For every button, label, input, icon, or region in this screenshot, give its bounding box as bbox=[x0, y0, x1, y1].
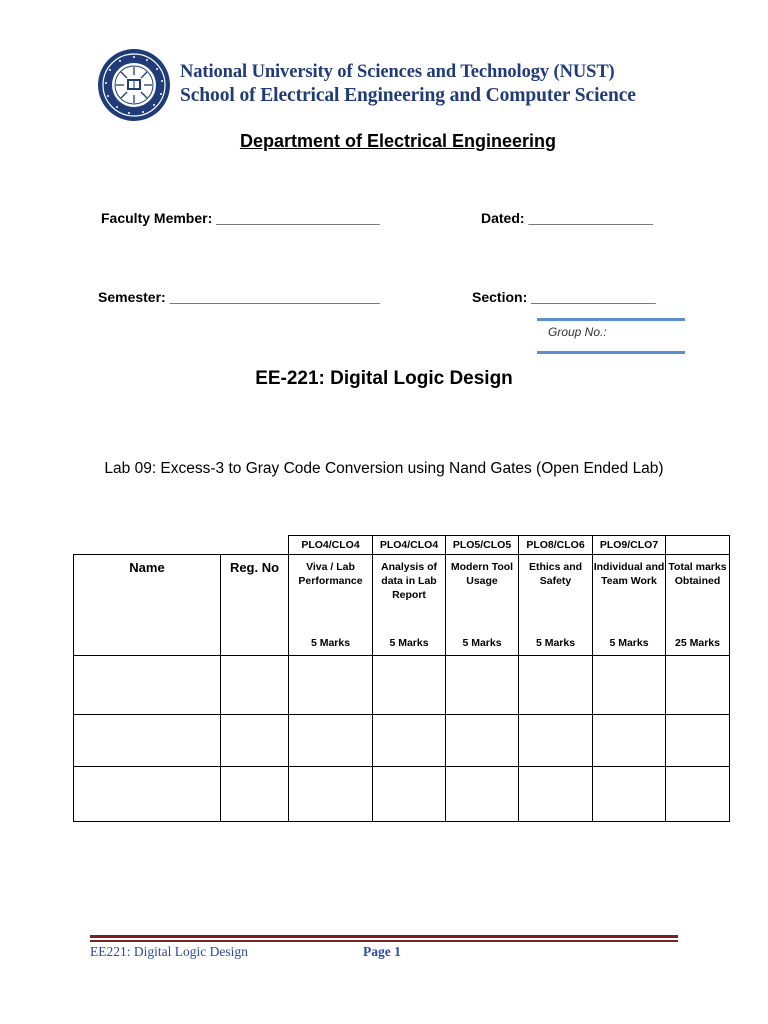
table-cell[interactable] bbox=[666, 767, 730, 822]
table-cell[interactable] bbox=[593, 656, 666, 715]
table-cell[interactable] bbox=[446, 715, 519, 767]
criterion-label: Modern Tool Usage bbox=[450, 561, 514, 587]
criterion-label: Analysis of data in Lab Report bbox=[380, 561, 438, 601]
criterion-marks: 5 Marks bbox=[310, 637, 351, 649]
table-row bbox=[74, 715, 730, 767]
criterion-label: Total marks Obtained bbox=[668, 561, 727, 587]
table-cell[interactable] bbox=[446, 767, 519, 822]
course-title: EE-221: Digital Logic Design bbox=[255, 368, 513, 389]
table-cell[interactable] bbox=[373, 656, 446, 715]
plo-header: PLO8/CLO6 bbox=[519, 536, 593, 555]
group-box-top-border bbox=[537, 318, 685, 321]
plo-header: PLO5/CLO5 bbox=[446, 536, 519, 555]
criterion-marks: 5 Marks bbox=[609, 637, 649, 649]
plo-row bbox=[74, 536, 730, 555]
table-cell[interactable] bbox=[289, 656, 373, 715]
footer-course: EE221: Digital Logic Design bbox=[90, 944, 248, 959]
table-cell[interactable] bbox=[74, 656, 221, 715]
plo-header: PLO4/CLO4 bbox=[289, 536, 373, 555]
footer-page-number: Page 1 bbox=[363, 944, 401, 959]
criterion-label: Ethics and Safety bbox=[528, 561, 583, 587]
department-title: Department of Electrical Engineering bbox=[239, 131, 557, 151]
table-cell[interactable] bbox=[519, 656, 593, 715]
criteria-header-row bbox=[74, 555, 730, 656]
nust-logo-icon bbox=[97, 48, 171, 122]
school-name: School of Electrical Engineering and Computer Science bbox=[180, 85, 636, 106]
criterion-label: Viva / Lab Performance bbox=[298, 561, 363, 587]
footer-rule-thin bbox=[90, 940, 678, 942]
table-cell[interactable] bbox=[74, 715, 221, 767]
table-cell[interactable] bbox=[446, 656, 519, 715]
section-field[interactable]: Section: ________________ bbox=[472, 289, 656, 305]
table-row bbox=[74, 656, 730, 715]
table-cell[interactable] bbox=[519, 767, 593, 822]
table-cell[interactable] bbox=[593, 767, 666, 822]
group-box-bottom-border bbox=[537, 351, 685, 354]
name-column-header: Name bbox=[129, 560, 165, 575]
faculty-member-field[interactable]: Faculty Member: _____________________ bbox=[101, 210, 380, 226]
university-name: National University of Sciences and Technology (NUST) bbox=[180, 62, 615, 82]
table-cell[interactable] bbox=[221, 767, 289, 822]
semester-field[interactable]: Semester: ___________________________ bbox=[98, 289, 380, 305]
criterion-marks: 25 Marks bbox=[675, 637, 720, 649]
table-cell[interactable] bbox=[221, 656, 289, 715]
reg-no-column-header: Reg. No bbox=[229, 560, 280, 575]
dated-field[interactable]: Dated: ________________ bbox=[481, 210, 654, 226]
criterion-label: Individual and Team Work bbox=[593, 561, 665, 587]
footer-rule bbox=[90, 935, 678, 938]
table-cell[interactable] bbox=[666, 715, 730, 767]
table-cell[interactable] bbox=[373, 767, 446, 822]
table-cell[interactable] bbox=[289, 767, 373, 822]
table-cell[interactable] bbox=[373, 715, 446, 767]
marks-table bbox=[73, 535, 730, 822]
plo-header: PLO9/CLO7 bbox=[593, 536, 666, 555]
criterion-marks: 5 Marks bbox=[389, 637, 429, 649]
criterion-marks: 5 Marks bbox=[535, 637, 576, 649]
table-cell[interactable] bbox=[289, 715, 373, 767]
criterion-marks: 5 Marks bbox=[462, 637, 502, 649]
table-cell[interactable] bbox=[593, 715, 666, 767]
table-row bbox=[74, 767, 730, 822]
table-cell[interactable] bbox=[666, 656, 730, 715]
lab-title: Lab 09: Excess-3 to Gray Code Conversion using Nand Gates (Open Ended Lab) bbox=[104, 460, 664, 477]
table-cell[interactable] bbox=[519, 715, 593, 767]
table-cell[interactable] bbox=[74, 767, 221, 822]
group-number-field[interactable]: Group No.: bbox=[548, 325, 607, 339]
plo-header: PLO4/CLO4 bbox=[373, 536, 446, 555]
table-cell[interactable] bbox=[221, 715, 289, 767]
